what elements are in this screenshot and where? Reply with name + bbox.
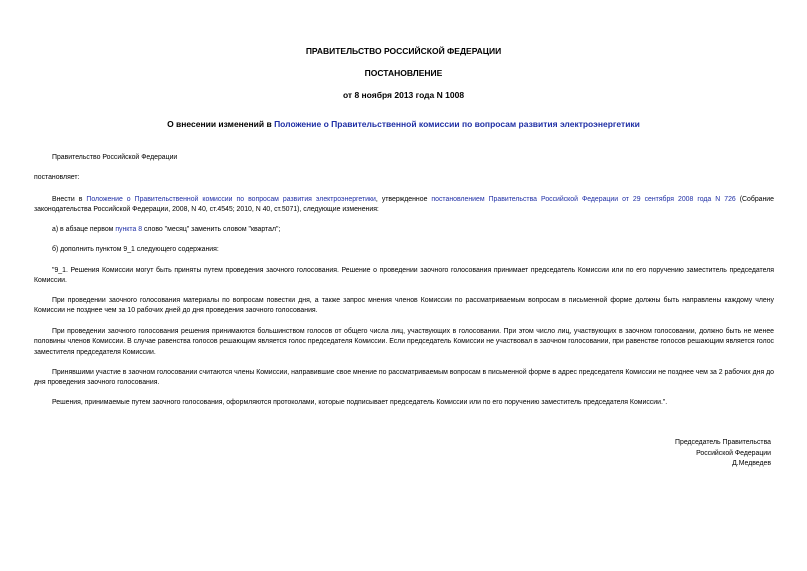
p4-text-a: а) в абзаце первом — [52, 226, 116, 233]
paragraph-voting-decisions: При проведении заочного голосования решения принимаются большинством голосов от общего числа лиц, участвующих в голосовании. При этом число лиц, участвующих в заочном голосовании, должно быть не менее половины членов Комиссии. В случае равенства голосов решающим является голос председателя Комиссии. Если председатель Комиссии не участвовал в заочном голосовании, при равенстве голосов решающим является голос заместителя председателя Комиссии. — [34, 328, 774, 356]
paragraph-introduce-changes — [34, 195, 774, 216]
paragraph-voting-materials: При проведении заочного голосования материалы по вопросам повестки дня, а также запрос мнения членов Комиссии по рассматриваемым вопросам в письменной форме должны быть направлены каждому члену Комиссии не позднее чем за 10 рабочих дней до дня проведения заочного голосования. — [34, 297, 774, 315]
p3-text-a: Внести в — [52, 196, 87, 203]
title-prefix: О внесении изменений в — [167, 119, 275, 129]
paragraph-voting-protocols: Решения, принимаемые путем заочного голосования, оформляются протоколами, которые подписывает председатель Комиссии или по его поручению заместитель председателя Комиссии.". — [52, 399, 668, 406]
document-title — [0, 119, 807, 130]
regulation-link[interactable]: Положение о Правительственной комиссии по вопросам развития электроэнергетики — [86, 196, 376, 203]
paragraph-decrees: постановляет: — [34, 174, 80, 181]
document-type-heading: ПОСТАНОВЛЕНИЕ — [364, 68, 443, 78]
date-number-heading: от 8 ноября 2013 года N 1008 — [342, 90, 465, 100]
title-regulation-link[interactable]: Положение о Правительственной комиссии по вопросам развития электроэнергетики — [274, 119, 640, 129]
p3-text-b: , утвержденное — [375, 196, 432, 203]
government-heading: ПРАВИТЕЛЬСТВО РОССИЙСКОЙ ФЕДЕРАЦИИ — [305, 46, 502, 56]
resolution-726-link[interactable]: постановлением Правительства Российской Федерации от 29 сентября 2008 года N 726 — [431, 196, 736, 203]
signature-name: Д.Медведев — [732, 460, 771, 468]
paragraph-9-1: "9_1. Решения Комиссии могут быть приняты путем проведения заочного голосования. Решение о проведении заочного голосования принимает председатель Комиссии или по его поручению заместитель председателя Комиссии. — [34, 267, 774, 285]
point-8-link[interactable]: пункта 8 — [115, 226, 143, 233]
signature-country: Российской Федерации — [696, 449, 771, 457]
signature-position: Председатель Правительства — [675, 439, 771, 446]
paragraph-government: Правительство Российской Федерации — [52, 154, 178, 161]
paragraph-item-b: б) дополнить пунктом 9_1 следующего содержания: — [52, 246, 219, 253]
signature-block — [675, 438, 771, 470]
p4-text-b: слово "месяц" заменить словом "квартал"; — [142, 226, 281, 233]
p3-text-c: (Собрание законодательства Российской Федерации, 2008, N 40, ст.4545; 2010, N 40, ст.5071), следующие изменения: — [34, 196, 774, 214]
paragraph-item-a — [34, 225, 774, 235]
paragraph-voting-participants: Принявшими участие в заочном голосовании считаются члены Комиссии, направившие свое мнение по рассматриваемым вопросам в письменной форме в адрес председателя Комиссии не позднее чем за 2 рабочих дня до дня проведения заочного голосования. — [34, 369, 774, 387]
